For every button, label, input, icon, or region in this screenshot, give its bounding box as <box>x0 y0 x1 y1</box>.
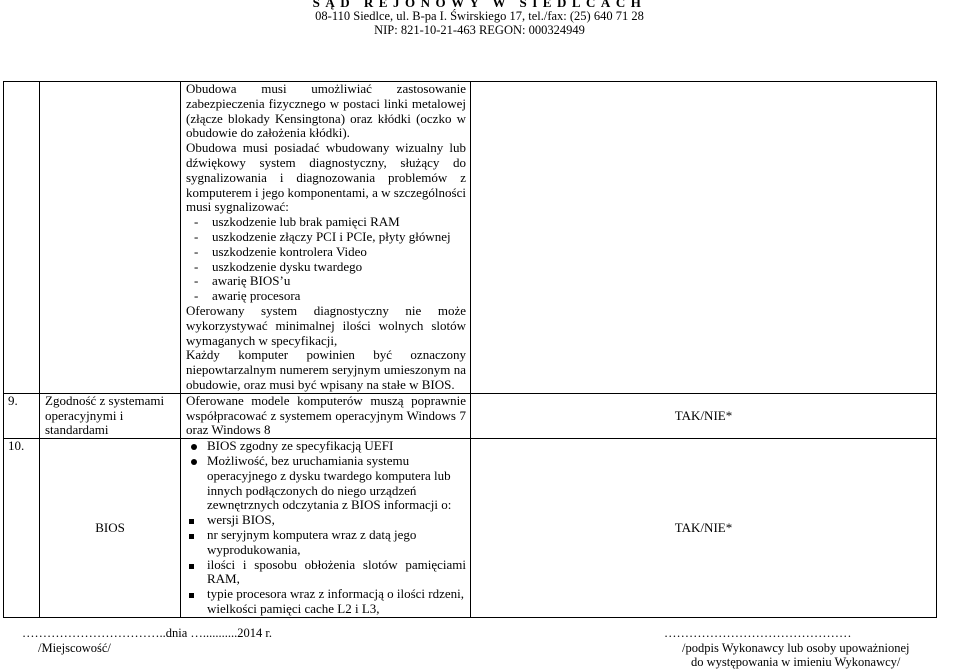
row9-description: Oferowane modele komputerów muszą poprawnie współpracować z systemem operacyjnym Windows 7 oraz Windows 8 <box>181 393 471 438</box>
signature-label-cont: do występowania w imieniu Wykonawcy/ <box>691 655 901 669</box>
table-row <box>4 393 937 438</box>
cell-desc <box>181 82 471 394</box>
court-tax-ids: NIP: 821-10-21-463 REGON: 000324949 <box>374 23 585 37</box>
kensington-requirement: Obudowa musi umożliwiać zastosowanie zabezpieczenia fizycznego w postaci linki metalowej (złącze blokady Kensingtona) oraz kłódki (oczko w obudowie do założenia kłódki). <box>186 81 466 141</box>
diagnostic-slots-note: Oferowany system diagnostyczny nie może wykorzystywać minimalnej ilości wolnych slotów wymaganych w specyfikacji, <box>186 302 466 348</box>
signature-label: /podpis Wykonawcy lub osoby upoważnionej <box>682 641 910 655</box>
diagnostic-list <box>186 215 466 304</box>
list-item: BIOS zgodny ze specyfikacją UEFI <box>181 439 466 454</box>
cell-num <box>4 82 40 394</box>
date-line: ……………………………..dnia …...........2014 r. <box>22 626 272 640</box>
square-bullet-icon <box>189 593 194 598</box>
square-bullet-icon <box>189 534 194 539</box>
cell-value <box>471 82 937 394</box>
serial-number-requirement: Każdy komputer powinien być oznaczony niepowtarzalnym numerem seryjnym umieszonym na obudowie, oraz musi być wpisany na stałe w BIOS. <box>186 347 466 392</box>
bios-features-list <box>181 439 466 469</box>
table-row <box>4 439 937 618</box>
list-item: ilości i sposobu obłożenia slotów pamięciami RAM, <box>181 558 466 588</box>
court-name: SĄD REJONOWY W SIEDLCACH <box>312 0 647 10</box>
list-item: - uszkodzenie dysku twardego <box>194 258 363 274</box>
list-item: - awarię procesora <box>194 288 301 304</box>
list-item: - awarię BIOS’u <box>194 273 291 289</box>
place-label: /Miejscowość/ <box>38 641 111 655</box>
specification-table <box>3 81 937 618</box>
list-item: wersji BIOS, <box>181 513 466 528</box>
signature-dots: ……………………………………… <box>664 626 852 640</box>
row9-number: 9. <box>4 393 40 438</box>
bullet-icon <box>191 444 197 450</box>
row10-description <box>181 439 471 618</box>
list-item: - uszkodzenie kontrolera Video <box>194 243 367 259</box>
bios-info-list <box>181 513 466 543</box>
row10-value: TAK/NIE* <box>471 439 937 618</box>
row10-number: 10. <box>4 439 40 618</box>
list-item: nr seryjnym komputera wraz z datą jego <box>181 528 466 543</box>
list-item: - uszkodzenie złączy PCI i PCIe, płyty głównej <box>194 228 451 244</box>
row9-name: Zgodność z systemami operacyjnymi i standardami <box>40 393 181 438</box>
row9-value: TAK/NIE* <box>471 393 937 438</box>
list-item-continuation: wyprodukowania, <box>207 541 301 557</box>
table-row <box>4 82 937 394</box>
list-item: - uszkodzenie lub brak pamięci RAM <box>194 214 400 230</box>
list-item: typie procesora wraz z informacją o ilości rdzeni, <box>181 587 466 602</box>
list-item-continuation: wielkości pamięci cache L2 i L3, <box>207 600 380 616</box>
bullet-icon <box>191 459 197 465</box>
square-bullet-icon <box>189 519 194 524</box>
bios-info-list-cont <box>181 558 466 602</box>
row10-name: BIOS <box>40 439 181 618</box>
bios-read-note: operacyjnego z dysku twardego komputera lub innych podłączonych do niego urządzeń zewnętrznych odczytania z BIOS informacji o: <box>207 467 452 513</box>
list-item: Możliwość, bez uruchamiania systemu <box>181 454 466 469</box>
court-address: 08-110 Siedlce, ul. B-pa I. Świrskiego 17, tel./fax: (25) 640 71 28 <box>315 9 644 23</box>
square-bullet-icon <box>189 564 194 569</box>
cell-name <box>40 82 181 394</box>
diagnostic-requirement: Obudowa musi posiadać wbudowany wizualny lub dźwiękowy system diagnostyczny, służący do sygnalizowania i diagnozowania problemów z komputerem i jego komponentami, a w szczególności musi sygnalizować: <box>186 140 466 215</box>
